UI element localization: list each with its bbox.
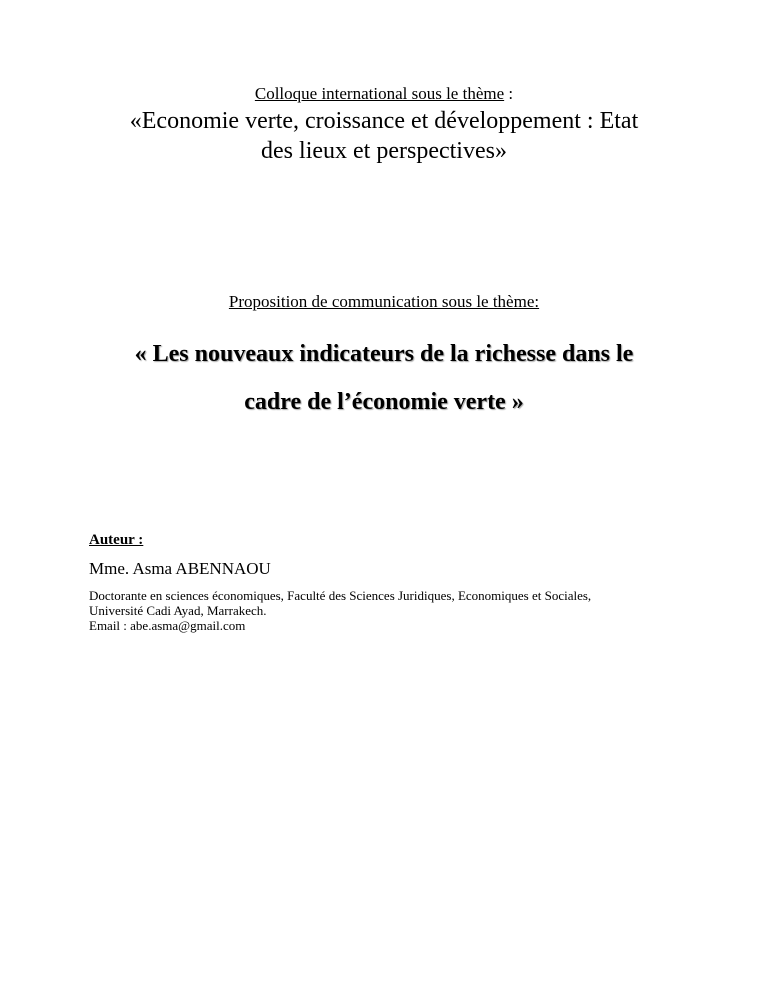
communication-title (0, 330, 768, 426)
communication-title-line-2: cadre de l’économie verte » (244, 389, 524, 415)
colloque-suffix: : (504, 84, 514, 103)
colloque-title-line-2: des lieux et perspectives» (261, 138, 507, 164)
communication-title-line-1: « Les nouveaux indicateurs de la richesse dans le (134, 341, 634, 367)
affiliation-line-1: Doctorante en sciences économiques, Faculté des Sciences Juridiques, Economiques et Sociales, (89, 588, 592, 603)
author-name: Mme. Asma ABENNAOU (89, 559, 271, 578)
author-email: Email : abe.asma@gmail.com (89, 618, 246, 633)
affiliation-line-2: Université Cadi Ayad, Marrakech. (89, 603, 267, 618)
colloque-title-line-1: «Economie verte, croissance et développement : Etat (129, 108, 639, 134)
colloque-label: Colloque international sous le thème (254, 84, 505, 103)
proposition-heading (0, 292, 768, 312)
author-affiliation (89, 588, 709, 633)
colloque-title (0, 106, 768, 166)
author-label: Auteur : (89, 532, 144, 548)
colloque-heading (0, 84, 768, 104)
proposition-label: Proposition de communication sous le thème: (228, 292, 540, 311)
